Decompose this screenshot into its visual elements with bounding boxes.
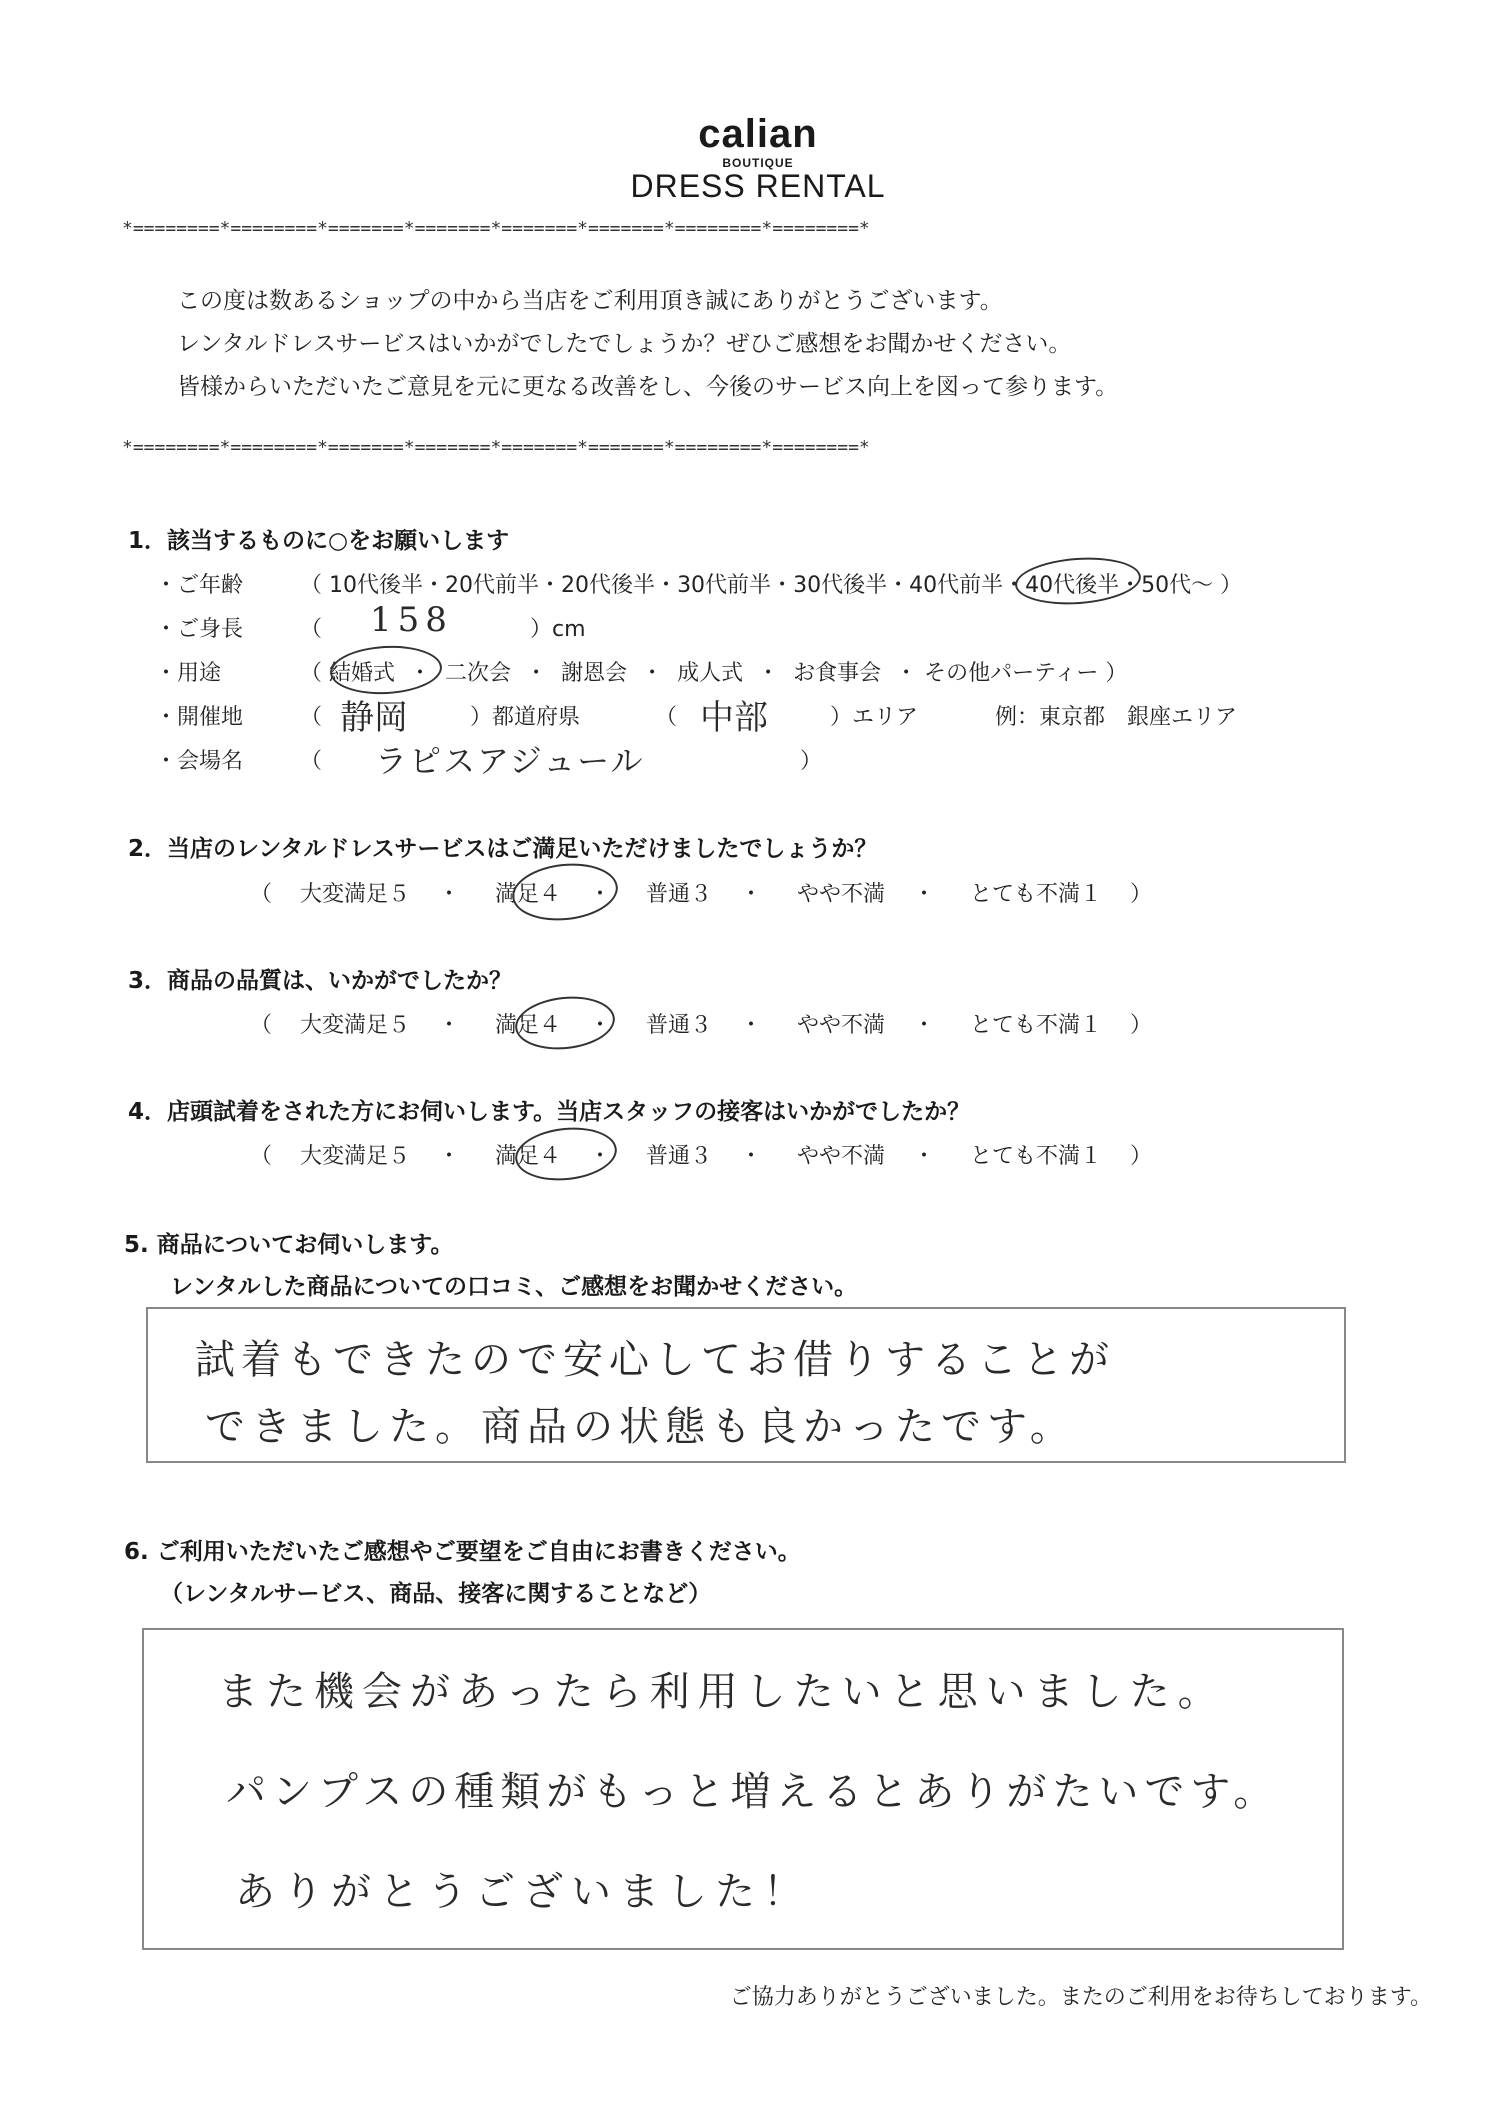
separator-top: *========*========*=======*=======*=======*=======*========*========*	[122, 218, 870, 239]
use-label: ・用途	[155, 661, 222, 686]
age-label: ・ご年齢	[155, 573, 244, 598]
venue-label: ・開催地	[155, 705, 244, 730]
rating-option-selected[interactable]: 満足４	[494, 882, 561, 907]
intro-line-2: レンタルドレスサービスはいかがでしたでしょうか？ぜひご感想をお聞かせください。	[177, 331, 1072, 357]
height-open: （	[300, 617, 323, 642]
hall-label: ・会場名	[155, 749, 244, 774]
brand-logo: calian	[698, 112, 818, 156]
q6-answer-line-1: また機会があったら利用したいと思いました。	[218, 1669, 1226, 1715]
hall-close: ）	[800, 749, 823, 774]
intro-line-3: 皆様からいただいたご意見を元に更なる改善をし、今後のサービス向上を図って参ります。	[177, 374, 1119, 400]
rating-option[interactable]: 大変満足５	[300, 1013, 411, 1038]
rating-option[interactable]: 普通３	[645, 1013, 712, 1038]
brand-subtitle: BOUTIQUE	[722, 156, 794, 170]
q5-answer-line-1: 試着もできたので安心してお借りすることが	[195, 1337, 1115, 1383]
q6-heading: 6. ご利用いただいたご感想やご要望をご自由にお書きください。	[124, 1539, 801, 1565]
hall-value[interactable]: ラピスアジュール	[375, 742, 645, 780]
q5-answer-line-2: できました。商品の状態も良かったです。	[205, 1404, 1076, 1450]
area-suffix: ）エリア	[830, 705, 919, 730]
height-label: ・ご身長	[155, 617, 244, 642]
use-selection-circle	[329, 643, 443, 697]
q4-rating-scale: （ 大変満足５ ・ 満足４ ・ 普通３ ・ やや不満 ・ とても不満１ ）	[250, 1144, 1152, 1169]
q6-answer-line-3: ありがとうございました！	[235, 1869, 811, 1915]
prefecture-open: （	[300, 705, 323, 730]
use-options: （ 結婚式 ・ 二次会 ・ 謝恩会 ・ 成人式 ・ お食事会 ・ その他パーティー ）	[300, 661, 1128, 686]
rating-option[interactable]: とても不満１	[969, 882, 1102, 907]
age-option[interactable]: 30代前半	[677, 573, 772, 598]
rating-option[interactable]: 大変満足５	[300, 882, 411, 907]
rating-option[interactable]: 普通３	[645, 882, 712, 907]
age-option[interactable]: 30代後半	[793, 573, 888, 598]
use-option[interactable]: 二次会	[445, 661, 512, 686]
hall-open: （	[300, 749, 323, 774]
rating-option[interactable]: とても不満１	[969, 1144, 1102, 1169]
rating-option[interactable]: 普通３	[645, 1144, 712, 1169]
height-unit: ）cm	[530, 617, 586, 642]
q6-subheading: （レンタルサービス、商品、接客に関することなど）	[160, 1581, 712, 1607]
age-option[interactable]: 20代前半	[445, 573, 540, 598]
venue-example: 例：東京都 銀座エリア	[995, 705, 1238, 730]
age-option[interactable]: 10代後半	[329, 573, 424, 598]
area-value[interactable]: 中部	[700, 698, 768, 738]
q3-heading: 3．商品の品質は、いかがでしたか？	[128, 968, 513, 994]
use-option[interactable]: 成人式	[677, 661, 744, 686]
age-option[interactable]: 40代後半	[1025, 573, 1120, 598]
q2-selection-circle	[509, 859, 620, 926]
q5-subheading: レンタルした商品についての口コミ、ご感想をお聞かせください。	[170, 1274, 858, 1300]
height-value[interactable]: 158	[370, 600, 453, 640]
q3-selection-circle	[513, 992, 618, 1054]
use-option-selected[interactable]: 結婚式	[329, 661, 396, 686]
rating-option[interactable]: 大変満足５	[300, 1144, 411, 1169]
age-option[interactable]: 20代後半	[561, 573, 656, 598]
footer-message: ご協力ありがとうございました。またのご利用をお待ちしております。	[729, 1985, 1432, 2010]
q4-selection-circle	[513, 1123, 620, 1185]
rating-option-selected[interactable]: 満足４	[494, 1013, 561, 1038]
q5-heading: 5. 商品についてお伺いします。	[124, 1232, 454, 1258]
q2-rating-scale: （ 大変満足５ ・ 満足４ ・ 普通３ ・ やや不満 ・ とても不満１ ）	[250, 882, 1152, 907]
rating-option[interactable]: やや不満	[796, 1144, 885, 1169]
rating-option-selected[interactable]: 満足４	[494, 1144, 561, 1169]
rating-option[interactable]: とても不満１	[969, 1013, 1102, 1038]
page-title: DRESS RENTAL	[630, 168, 886, 204]
separator-bottom: *========*========*=======*=======*=======*=======*========*========*	[122, 437, 870, 458]
intro-line-1: この度は数あるショップの中から当店をご利用頂き誠にありがとうございます。	[177, 288, 1003, 314]
q2-heading: 2．当店のレンタルドレスサービスはご満足いただけましたでしょうか？	[128, 836, 878, 862]
use-option[interactable]: その他パーティー	[924, 661, 1099, 686]
prefecture-value[interactable]: 静岡	[340, 698, 408, 738]
q6-answer-line-2: パンプスの種類がもっと増えるとありがたいです。	[226, 1769, 1280, 1815]
q4-heading: 4．店頭試着をされた方にお伺いします。当店スタッフの接客はいかがでしたか？	[128, 1099, 971, 1125]
age-option[interactable]: 50代～	[1141, 573, 1214, 598]
area-open: （	[655, 705, 678, 730]
q3-rating-scale: （ 大変満足５ ・ 満足４ ・ 普通３ ・ やや不満 ・ とても不満１ ）	[250, 1013, 1152, 1038]
q1-heading: 1．該当するものに○をお願いします	[128, 528, 510, 554]
age-option-selected[interactable]: 40代前半	[909, 573, 1004, 598]
age-selection-circle	[1014, 554, 1143, 609]
rating-option[interactable]: やや不満	[796, 1013, 885, 1038]
use-option[interactable]: 謝恩会	[561, 661, 628, 686]
use-option[interactable]: お食事会	[793, 661, 882, 686]
age-options: （ 10代後半・20代前半・20代後半・30代前半・30代後半・40代前半・40代後半・50代～ ）	[300, 573, 1243, 598]
rating-option[interactable]: やや不満	[796, 882, 885, 907]
prefecture-suffix: ）都道府県	[470, 705, 581, 730]
